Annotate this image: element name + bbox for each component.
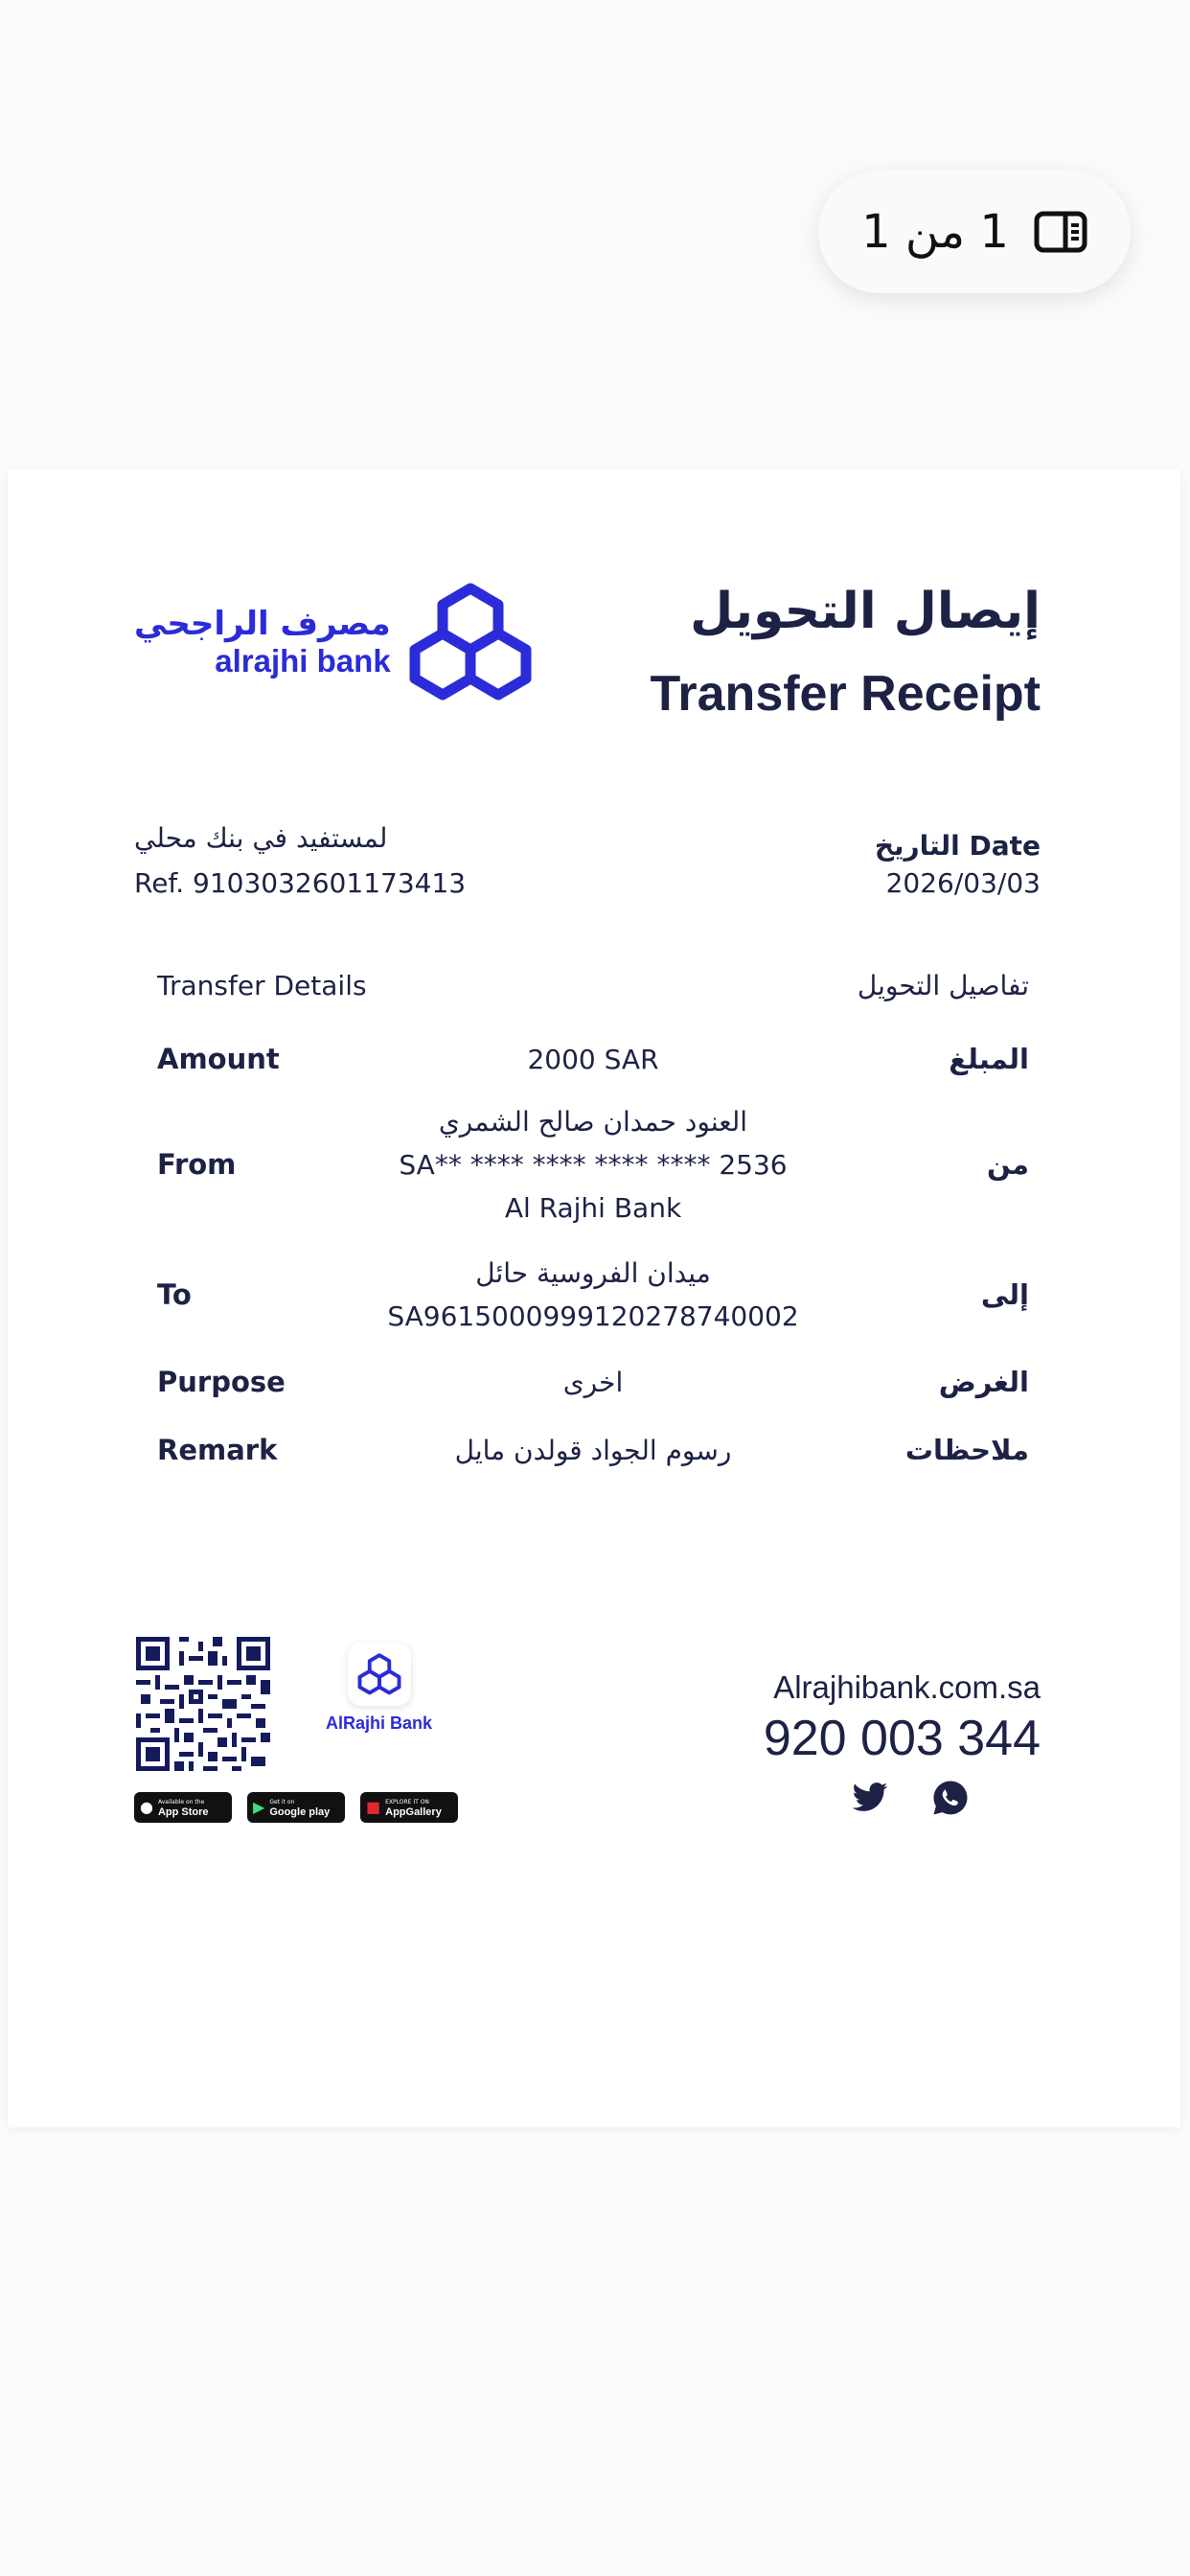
bank-name-arabic: مصرف الراجحي xyxy=(134,605,391,643)
receipt-title-arabic: إيصال التحويل xyxy=(690,583,1041,640)
details-heading-english: Transfer Details xyxy=(157,970,367,1001)
beneficiary-info xyxy=(134,822,466,899)
bank-logo xyxy=(134,583,533,702)
app-store-label: App Store xyxy=(157,1806,209,1818)
apple-icon: ● xyxy=(140,1798,153,1816)
sender-bank: Al Rajhi Bank xyxy=(504,1191,682,1224)
from-row xyxy=(157,1088,1029,1241)
reference-number: Ref. 9103032601173413 xyxy=(134,867,467,899)
receipt-title-english: Transfer Receipt xyxy=(650,666,1041,722)
bank-name-english: alrajhi bank xyxy=(215,643,391,678)
phone-number[interactable]: 920 003 344 xyxy=(763,1711,1041,1766)
sidebar-panel-icon xyxy=(1034,211,1087,253)
contact-info xyxy=(764,1669,1041,1767)
amount-label-arabic: المبلغ xyxy=(949,1043,1029,1075)
purpose-row xyxy=(157,1348,1029,1415)
date-info xyxy=(875,830,1041,899)
purpose-label-english: Purpose xyxy=(157,1366,286,1398)
date-label: التاريخ Date xyxy=(874,830,1041,862)
google-play-label: Google play xyxy=(269,1806,331,1818)
transfer-details xyxy=(157,970,1029,1484)
remark-value: رسوم الجواد قولدن مايل xyxy=(454,1434,732,1466)
google-play-icon: ▶ xyxy=(253,1798,265,1816)
remark-label-arabic: ملاحظات xyxy=(904,1434,1029,1466)
whatsapp-icon[interactable] xyxy=(931,1779,970,1817)
app-store-small-text: Available on the xyxy=(157,1799,205,1806)
page-indicator-text: 1 من 1 xyxy=(861,205,1009,259)
recipient-name: ميدان الفروسية حائل xyxy=(475,1257,711,1289)
app-store-badge[interactable] xyxy=(134,1792,232,1823)
sender-account: SA** **** **** **** **** 2536 xyxy=(399,1148,788,1181)
date-value: 2026/03/03 xyxy=(885,867,1041,899)
to-row xyxy=(157,1241,1029,1348)
huawei-appgallery-icon: ■ xyxy=(366,1798,381,1816)
remark-row xyxy=(157,1415,1029,1484)
alrajhi-logo-icon xyxy=(408,583,533,702)
qr-code[interactable] xyxy=(136,1637,270,1771)
from-label-english: From xyxy=(157,1148,237,1181)
amount-label-english: Amount xyxy=(157,1043,280,1075)
purpose-value: اخرى xyxy=(562,1366,624,1398)
social-links xyxy=(851,1779,970,1817)
remark-label-english: Remark xyxy=(157,1434,278,1466)
amount-row xyxy=(157,1030,1029,1088)
app-name: AlRajhi Bank xyxy=(326,1714,433,1733)
app-gallery-badge[interactable] xyxy=(360,1792,458,1823)
website-link[interactable]: Alrajhibank.com.sa xyxy=(773,1669,1041,1705)
beneficiary-type: لمستفيد في بنك محلي xyxy=(134,822,388,854)
alrajhi-app-icon xyxy=(357,1652,401,1696)
app-gallery-small-text: EXPLORE IT ON xyxy=(385,1799,429,1806)
twitter-icon[interactable] xyxy=(851,1779,889,1817)
details-heading-arabic: تفاصيل التحويل xyxy=(857,970,1029,1001)
recipient-iban: SA9615000999120278740002 xyxy=(387,1300,799,1332)
page-indicator[interactable] xyxy=(818,171,1131,293)
google-play-badge[interactable] xyxy=(247,1792,345,1823)
to-label-arabic: إلى xyxy=(980,1278,1029,1311)
store-badges xyxy=(134,1792,458,1823)
app-logo[interactable] xyxy=(326,1643,432,1734)
purpose-label-arabic: الغرض xyxy=(938,1366,1029,1398)
sender-name: العنود حمدان صالح الشمري xyxy=(438,1105,748,1138)
google-play-small-text: Get it on xyxy=(269,1799,295,1806)
transfer-receipt xyxy=(8,470,1180,2128)
amount-value: 2000 SAR xyxy=(527,1043,659,1075)
from-label-arabic: من xyxy=(986,1148,1029,1181)
app-gallery-label: AppGallery xyxy=(385,1806,442,1818)
to-label-english: To xyxy=(157,1278,192,1311)
